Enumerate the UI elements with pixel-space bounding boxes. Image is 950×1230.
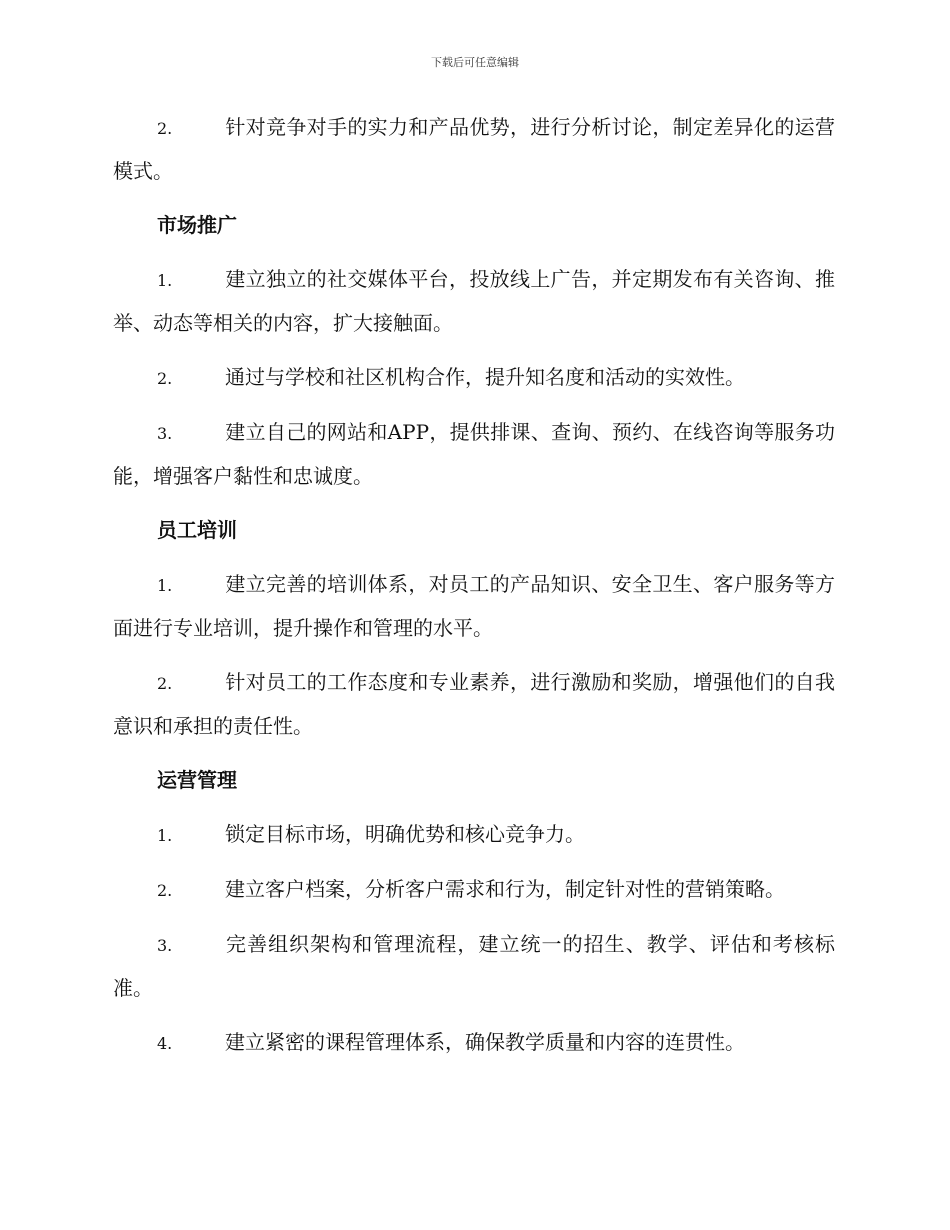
list-number: 1. bbox=[157, 826, 173, 845]
list-item-text: 锁定目标市场，明确优势和核心竞争力。 bbox=[225, 822, 585, 846]
list-item-text: 通过与学校和社区机构合作，提升知名度和活动的实效性。 bbox=[225, 365, 745, 389]
list-item-text: 完善组织架构和管理流程，建立统一的招生、教学、评估和考核标准。 bbox=[113, 932, 835, 1000]
list-item bbox=[113, 813, 835, 857]
list-item bbox=[113, 868, 835, 912]
list-item-text: 建立紧密的课程管理体系，确保教学质量和内容的连贯性。 bbox=[225, 1030, 745, 1054]
list-item bbox=[113, 258, 835, 345]
list-number: 1. bbox=[157, 576, 173, 595]
list-item bbox=[113, 1021, 835, 1065]
list-number: 3. bbox=[157, 424, 173, 443]
list-item bbox=[113, 106, 835, 193]
list-number: 4. bbox=[157, 1034, 173, 1053]
list-item bbox=[113, 411, 835, 498]
list-item-text: 针对竞争对手的实力和产品优势，进行分析讨论，制定差异化的运营模式。 bbox=[113, 115, 835, 183]
list-item-text: 建立客户档案，分析客户需求和行为，制定针对性的营销策略。 bbox=[225, 877, 785, 901]
section-heading: 运营管理 bbox=[157, 768, 237, 792]
section-heading: 市场推广 bbox=[157, 213, 237, 237]
list-number: 2. bbox=[157, 119, 173, 138]
list-item-text: 建立完善的培训体系，对员工的产品知识、安全卫生、客户服务等方面进行专业培训，提升操作和管理的水平。 bbox=[113, 572, 835, 640]
list-number: 3. bbox=[157, 936, 173, 955]
document-body bbox=[113, 106, 835, 1076]
list-item bbox=[113, 661, 835, 748]
list-number: 2. bbox=[157, 369, 173, 388]
page-header: 下载后可任意编辑 bbox=[431, 56, 519, 69]
list-number: 2. bbox=[157, 674, 173, 693]
list-item bbox=[113, 563, 835, 650]
list-number: 1. bbox=[157, 271, 173, 290]
list-item bbox=[113, 356, 835, 400]
list-item-text: 建立独立的社交媒体平台，投放线上广告，并定期发布有关咨询、推举、动态等相关的内容，扩大接触面。 bbox=[113, 267, 835, 335]
list-item-text: 建立自己的网站和APP，提供排课、查询、预约、在线咨询等服务功能，增强客户黏性和忠诚度。 bbox=[113, 420, 835, 488]
list-item bbox=[113, 923, 835, 1010]
list-item-text: 针对员工的工作态度和专业素养，进行激励和奖励，增强他们的自我意识和承担的责任性。 bbox=[113, 670, 835, 738]
list-number: 2. bbox=[157, 881, 173, 900]
section-heading: 员工培训 bbox=[157, 518, 237, 542]
